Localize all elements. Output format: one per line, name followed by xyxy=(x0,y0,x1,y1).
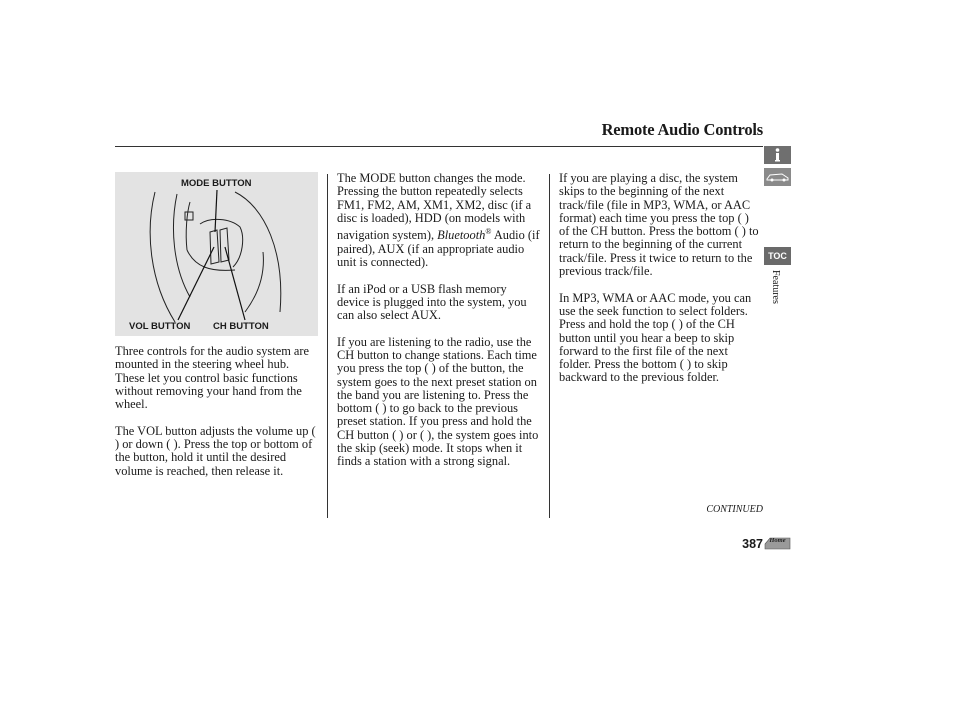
paragraph: If you are listening to the radio, use the CH button to change stations. Each time you press the top ( ) of the button, the system goes to the next preset station on the band you are listening to. Press the bottom ( ) to go back to the previous preset station. If you press and hold the CH button ( ) or ( ), the system goes into the skip (seek) mode. It stops when it finds a station with a strong signal. xyxy=(337,334,539,469)
car-icon[interactable] xyxy=(764,168,791,186)
continued-label: CONTINUED xyxy=(706,504,763,515)
toc-button[interactable]: TOC xyxy=(764,247,791,265)
paragraph xyxy=(337,172,542,269)
bluetooth-text: Bluetooth xyxy=(437,228,486,243)
info-icon[interactable] xyxy=(764,146,791,164)
paragraph-text: Audio (if paired), AUX (if an appropriate audio unit is connected). xyxy=(337,228,540,269)
steering-wheel-figure xyxy=(115,172,318,336)
column-3 xyxy=(559,172,759,398)
column-divider xyxy=(327,174,328,518)
vol-button-label: VOL BUTTON xyxy=(129,321,191,332)
registered-mark: ® xyxy=(485,227,492,237)
home-button[interactable] xyxy=(764,535,791,551)
column-divider xyxy=(549,174,550,518)
section-label: Features xyxy=(770,270,781,304)
paragraph: If an iPod or a USB flash memory device is plugged into the system, you can also select AUX. xyxy=(337,281,527,323)
page-title: Remote Audio Controls xyxy=(601,120,763,139)
paragraph-text: The MODE button changes the mode. Pressing the button repeatedly selects FM1, FM2, AM, XM1, XM2, disc (if a disc is loaded), HDD (on models with navigation system), xyxy=(337,171,532,243)
section-tab xyxy=(769,270,783,330)
paragraph: If you are playing a disc, the system skips to the beginning of the next track/file (file in MP3, WMA, or AAC format) each time you press the top ( ) of the CH button. Press the bottom ( ) to return to the beginning of the current track/file. Press it twice to return to the previous track/file. xyxy=(559,171,759,279)
page-number: 387 xyxy=(742,537,763,551)
paragraph: In MP3, WMA or AAC mode, you can use the seek function to select folders. Press and hold the top ( ) of the CH button until you hear a beep to skip forward to the first file of the next folder. Press the bottom ( ) to skip backward to the previous folder. xyxy=(559,290,752,385)
home-label: Home xyxy=(769,537,786,544)
mode-button-label: MODE BUTTON xyxy=(181,178,252,189)
paragraph: The VOL button adjusts the volume up ( ) or down ( ). Press the top or bottom of the button, hold it until the desired volume is reached, then release it. xyxy=(115,423,316,478)
ch-button-label: CH BUTTON xyxy=(213,321,269,332)
info-glyph xyxy=(764,146,791,164)
steering-wheel-illustration xyxy=(115,172,318,336)
column-2 xyxy=(337,172,542,482)
header-rule xyxy=(115,146,763,147)
column-1 xyxy=(115,345,320,491)
paragraph: Three controls for the audio system are mounted in the steering wheel hub. These let you control basic functions without removing your hand from the wheel. xyxy=(115,344,310,412)
car-glyph xyxy=(764,168,791,186)
